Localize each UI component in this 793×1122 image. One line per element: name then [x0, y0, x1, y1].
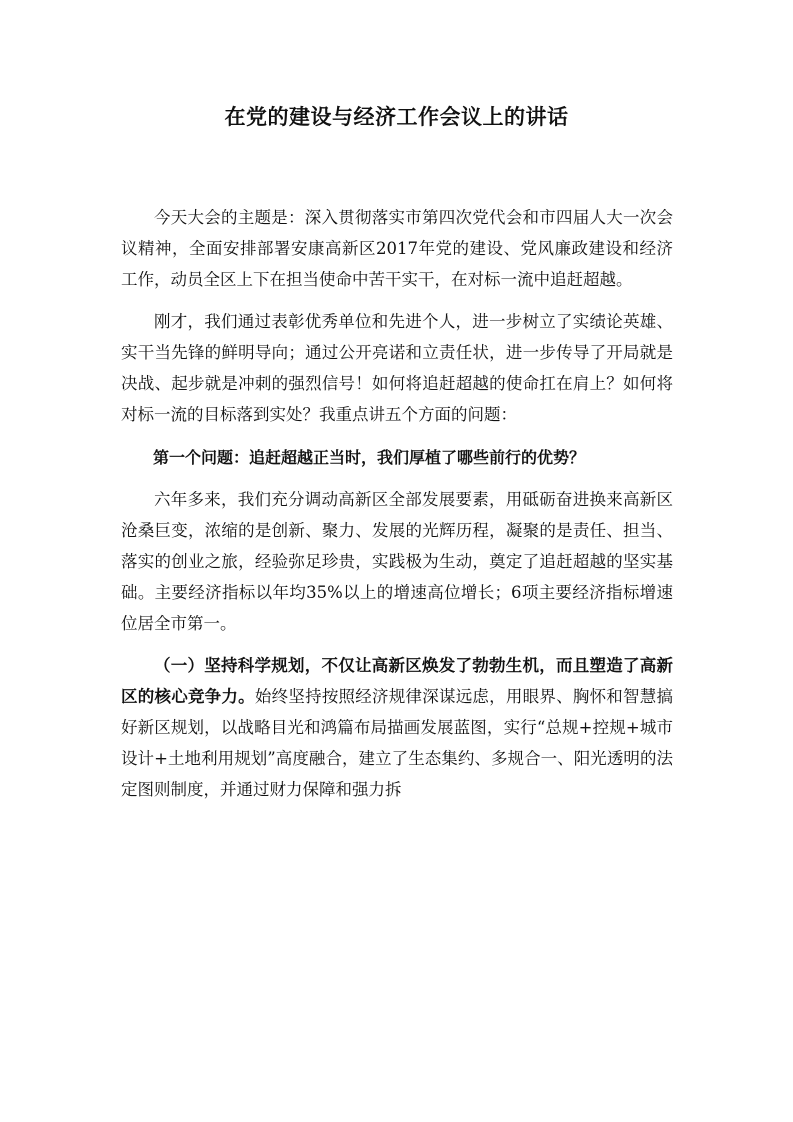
- sub-section-text: 始终坚持按照经济规律深谋远虑，用眼界、胸怀和智慧搞好新区规划，以战略目光和鸿篇布局描画发展蓝图，实行“总规+控规+城市设计+土地利用规划”高度融合，建立了生态集约、多规合一、阳光透明的法定图则制度，并通过财力保障和强力拆: [121, 687, 673, 799]
- section-heading: [121, 443, 673, 474]
- section-paragraph: 六年多来，我们充分调动高新区全部发展要素，用砥砺奋进换来高新区沧桑巨变，浓缩的是创新、聚力、发展的光辉历程，凝聚的是责任、担当、落实的创业之旅，经验弥足珍贵，实践极为生动，奠定了追赶超越的坚实基础。主要经济指标以年均35%以上的增速高位增长；6项主要经济指标增速位居全市第一。: [121, 490, 673, 633]
- section-heading-text: 第一个问题：追赶超越正当时，我们厚植了哪些前行的优势？: [153, 447, 586, 467]
- sub-section-paragraph: [121, 651, 673, 805]
- document-body: [121, 203, 673, 817]
- document-title: 在党的建设与经济工作会议上的讲话: [224, 105, 569, 129]
- sub-section-lead: （一）坚持科学规划，不仅让高新区焕发了勃勃生机，而且塑造了高新区的核心竞争力。: [121, 656, 673, 707]
- paragraph-intro: 今天大会的主题是：深入贯彻落实市第四次党代会和市四届人大一次会议精神，全面安排部署安康高新区2017年党的建设、党风廉政建设和经济工作，动员全区上下在担当使命中苦干实干，在对标一流中追赶超越。: [121, 208, 673, 289]
- paragraph-overview: 刚才，我们通过表彰优秀单位和先进个人，进一步树立了实绩论英雄、实干当先锋的鲜明导向；通过公开亮诺和立责任状，进一步传导了开局就是决战、起步就是冲刺的强烈信号！如何将追赶超越的使命扛在肩上？如何将对标一流的目标落到实处？我重点讲五个方面的问题：: [121, 312, 673, 424]
